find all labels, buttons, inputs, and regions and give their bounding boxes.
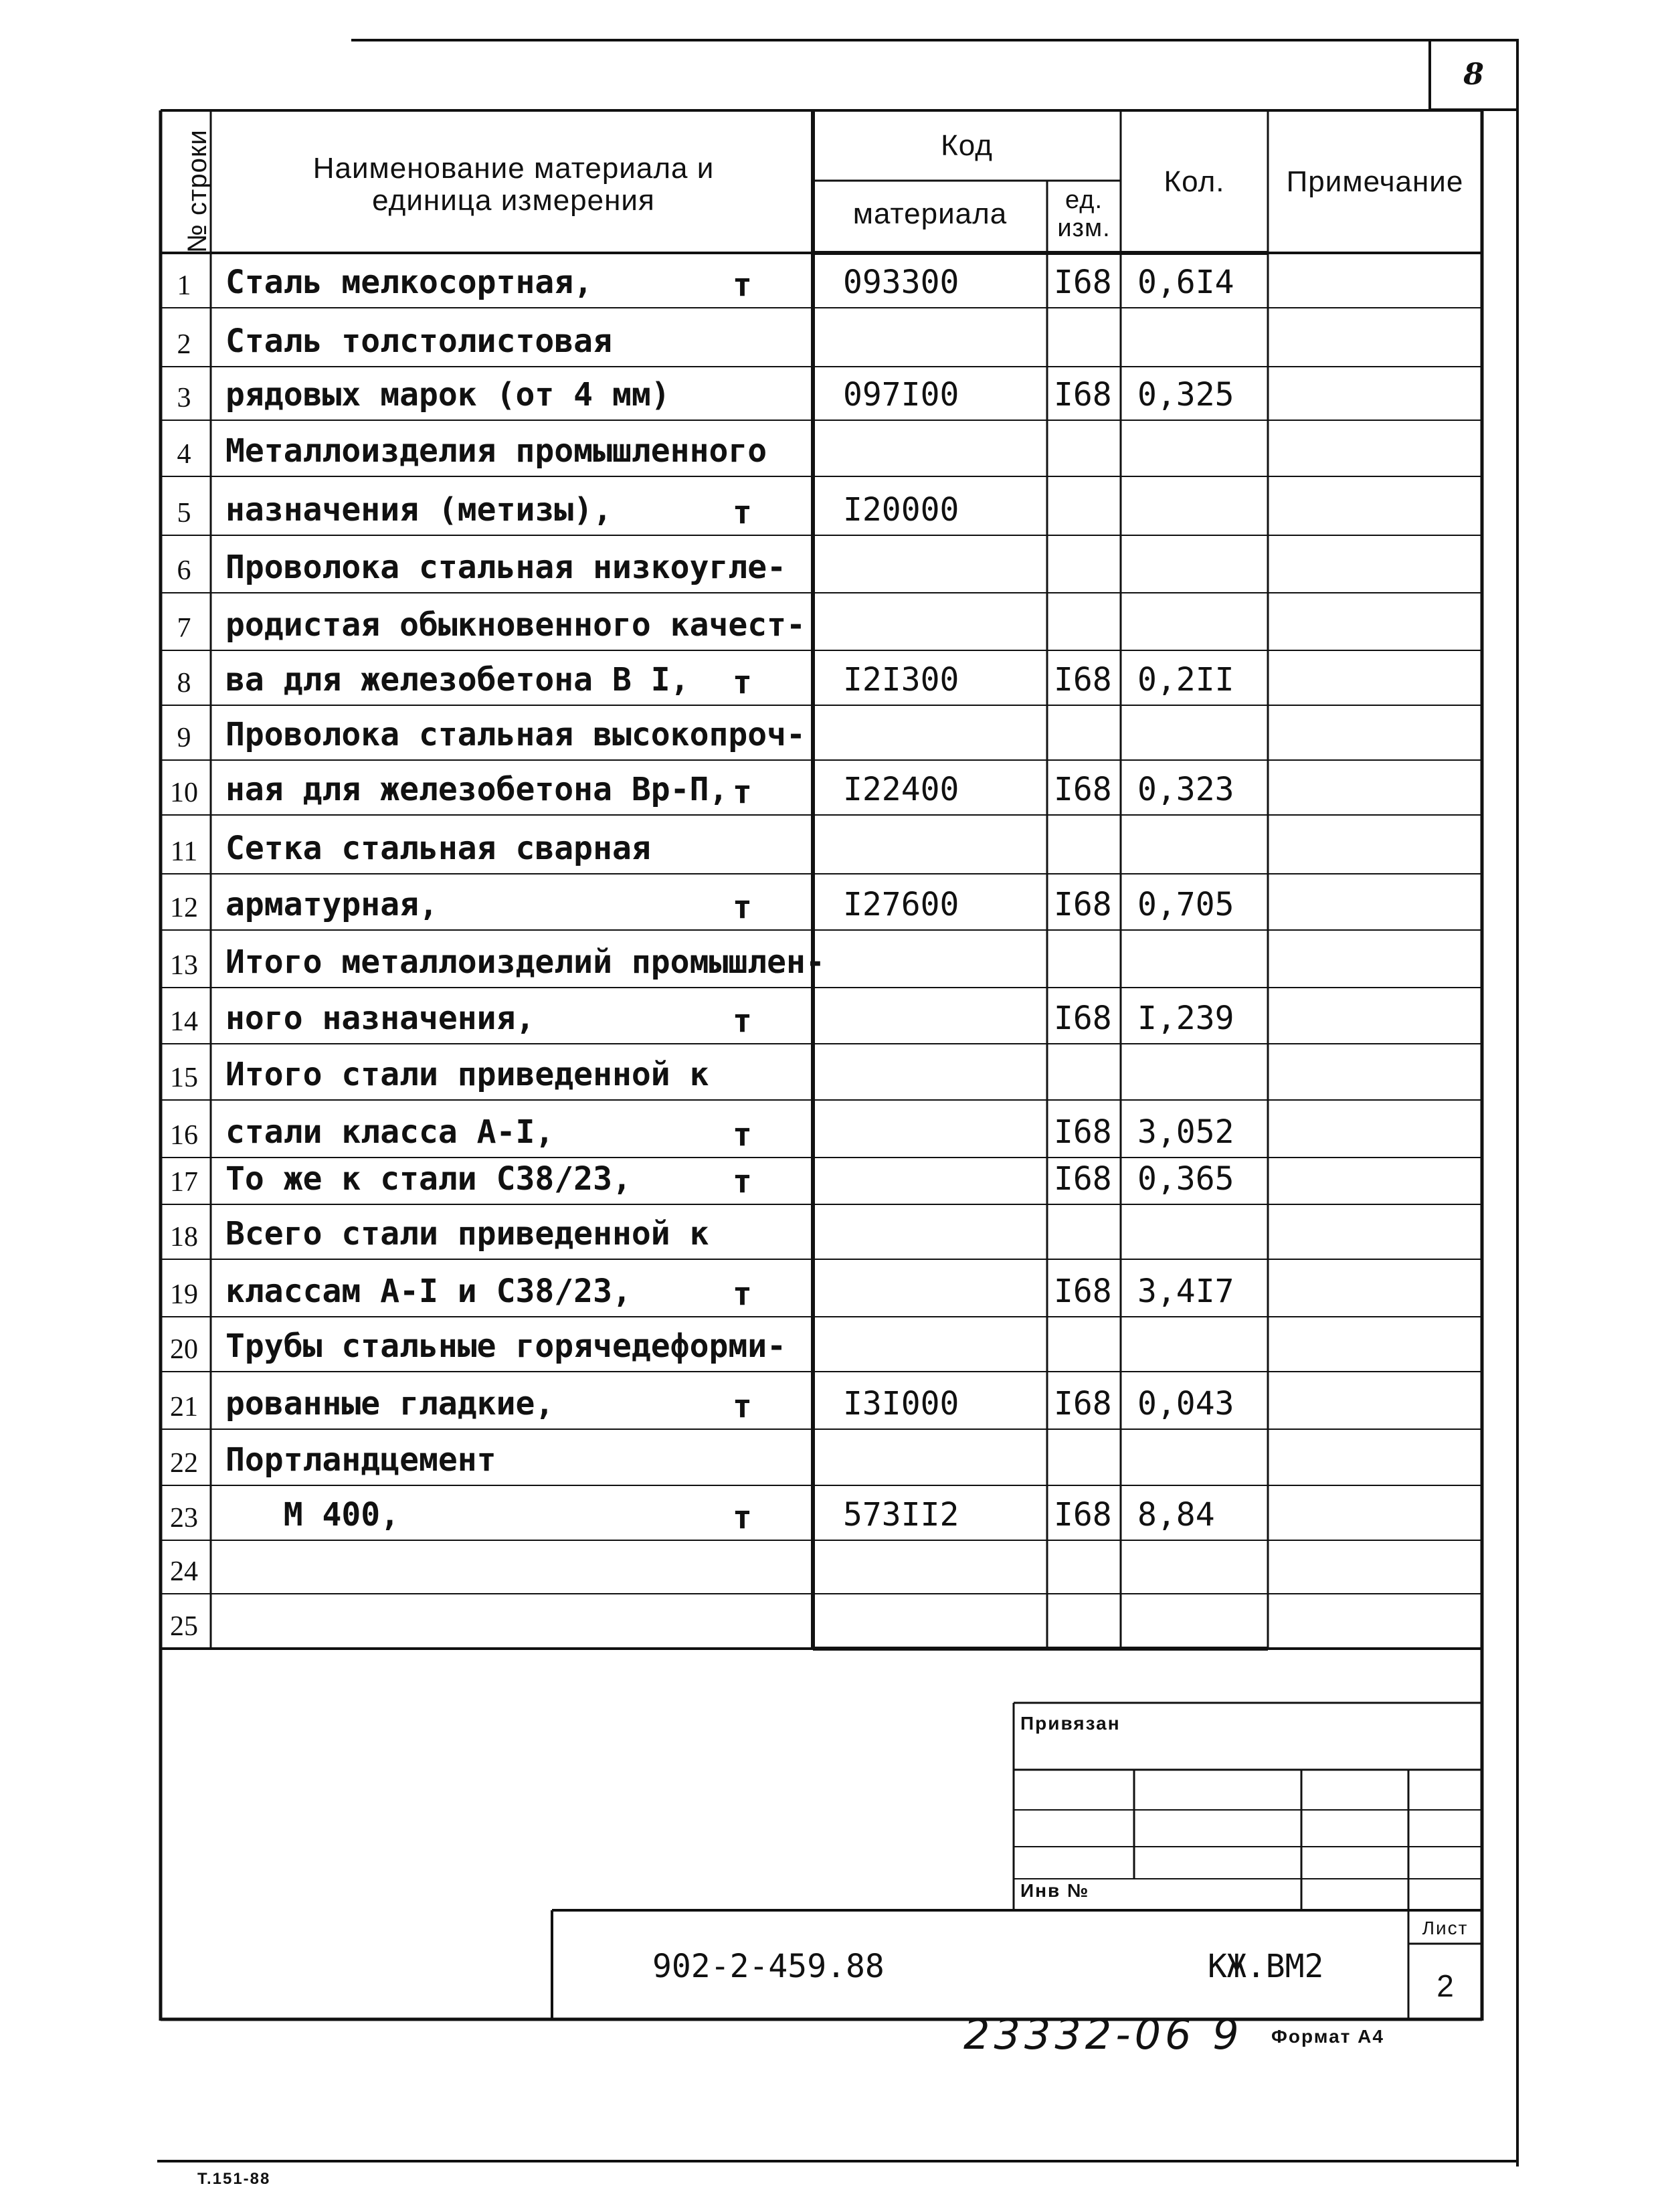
header-code: Код [941, 129, 993, 162]
header-name-line1: Наименование материала и [312, 152, 715, 185]
row-material-code: 093300 [843, 264, 959, 301]
row-material-code: I22400 [843, 771, 959, 808]
row-material-name: ва для железобетона В I, [225, 661, 690, 699]
row-material-code: 097I00 [843, 376, 959, 413]
row-unit: т [733, 773, 752, 811]
stamp-list-value: 2 [1437, 1968, 1454, 2003]
row-number: 23 [170, 1503, 198, 1534]
row-material-name: Итого металлоизделий промышлен- [225, 943, 825, 981]
row-quantity: 3,4I7 [1137, 1273, 1234, 1310]
format-label: Формат А4 [1271, 2026, 1384, 2047]
row-material-name: стали класса А-I, [225, 1113, 555, 1151]
row-unit: т [733, 889, 752, 926]
row-number: 10 [170, 777, 198, 808]
row-material-code: I20000 [843, 491, 959, 529]
sheet-number: 8 [1463, 58, 1484, 92]
row-unit: т [733, 266, 752, 304]
row-number: 15 [170, 1063, 198, 1093]
row-quantity: 0,365 [1137, 1160, 1234, 1198]
row-unit-code: I68 [1054, 1273, 1112, 1310]
row-number: 4 [177, 439, 191, 470]
row-material-code: I27600 [843, 886, 959, 923]
row-material-name: рядовых марок (от 4 мм) [225, 376, 670, 413]
stamp-doc-code: КЖ.ВМ2 [1208, 1948, 1324, 1985]
row-material-name: То же к стали С38/23, [225, 1160, 632, 1198]
row-material-name: Итого стали приведенной к [225, 1056, 709, 1093]
row-quantity: 8,84 [1137, 1496, 1215, 1534]
row-material-name: назначения (метизы), [225, 491, 612, 529]
row-material-name: Проволока стальная низкоугле- [225, 549, 787, 586]
row-material-name: М 400, [225, 1496, 400, 1534]
row-unit-code: I68 [1054, 771, 1112, 808]
header-qty: Кол. [1164, 165, 1225, 198]
row-number: 14 [170, 1006, 198, 1037]
header-row-no: № строки [183, 129, 212, 253]
header-code-unit-2: изм. [1057, 214, 1111, 242]
row-number: 25 [170, 1611, 198, 1642]
row-unit-code: I68 [1054, 376, 1112, 413]
row-unit-code: I68 [1054, 1000, 1112, 1037]
row-material-name: ная для железобетона Вр-П, [225, 771, 729, 808]
row-quantity: 0,043 [1137, 1385, 1234, 1422]
row-unit: т [733, 494, 752, 531]
row-material-name: Портландцемент [225, 1441, 496, 1479]
row-unit-code: I68 [1054, 1113, 1112, 1151]
row-material-name: Всего стали приведенной к [225, 1215, 709, 1253]
row-number: 1 [177, 270, 191, 301]
row-unit: т [733, 1275, 752, 1313]
row-unit: т [733, 1163, 752, 1200]
row-number: 13 [170, 950, 198, 981]
row-number: 11 [170, 836, 198, 867]
row-material-code: I3I000 [843, 1385, 959, 1422]
row-material-name: Сталь мелкосортная, [225, 264, 593, 301]
header-name-line2: единица измерения [372, 184, 655, 217]
row-material-name: Сетка стальная сварная [225, 830, 651, 867]
row-number: 9 [177, 723, 191, 753]
row-quantity: I,239 [1137, 1000, 1234, 1037]
row-unit: т [733, 664, 752, 701]
stamp-privyazan: Привязан [1020, 1713, 1121, 1734]
row-unit-code: I68 [1054, 264, 1112, 301]
row-quantity: 3,052 [1137, 1113, 1234, 1151]
row-number: 6 [177, 555, 191, 586]
stamp-doc-number: 902-2-459.88 [652, 1948, 885, 1985]
row-unit-code: I68 [1054, 661, 1112, 699]
row-quantity: 0,323 [1137, 771, 1234, 808]
row-number: 18 [170, 1222, 198, 1253]
header-code-unit-1: ед. [1064, 186, 1103, 214]
row-unit: т [733, 1388, 752, 1425]
row-material-code: 573II2 [843, 1496, 959, 1534]
row-material-name: ного назначения, [225, 1000, 535, 1037]
row-material-name: рованные гладкие, [225, 1385, 555, 1422]
stamp-list-label: Лист [1422, 1918, 1469, 1938]
row-unit: т [733, 1116, 752, 1154]
row-unit-code: I68 [1054, 886, 1112, 923]
row-material-name: Трубы стальные горячедеформи- [225, 1327, 787, 1365]
row-quantity: 0,6I4 [1137, 264, 1234, 301]
row-unit-code: I68 [1054, 1385, 1112, 1422]
row-quantity: 0,705 [1137, 886, 1234, 923]
row-unit: т [733, 1499, 752, 1536]
handwritten-number: 23332-06 9 [963, 2010, 1243, 2059]
header-note: Примечание [1286, 165, 1464, 198]
row-unit-code: I68 [1054, 1496, 1112, 1534]
header-code-material: материала [852, 197, 1008, 230]
row-number: 17 [170, 1167, 198, 1198]
row-material-name: классам А-I и С38/23, [225, 1273, 632, 1310]
row-quantity: 0,325 [1137, 376, 1234, 413]
row-material-name: Проволока стальная высокопроч- [225, 716, 806, 753]
row-number: 3 [177, 383, 191, 413]
row-number: 2 [177, 329, 191, 360]
row-material-name: арматурная, [225, 886, 438, 923]
form-code: Т.151-88 [197, 2170, 271, 2188]
row-number: 24 [170, 1556, 198, 1587]
row-number: 21 [170, 1392, 198, 1422]
row-number: 5 [177, 498, 191, 529]
row-material-name: Сталь толстолистовая [225, 322, 612, 360]
row-number: 8 [177, 668, 191, 699]
row-material-name: родистая обыкновенного качест- [225, 606, 806, 644]
row-unit: т [733, 1002, 752, 1040]
row-number: 16 [170, 1120, 198, 1151]
row-number: 19 [170, 1279, 198, 1310]
stamp-inv-no: Инв № [1020, 1880, 1090, 1901]
row-number: 20 [170, 1334, 198, 1365]
row-material-name: Металлоизделия промышленного [225, 432, 767, 470]
row-number: 7 [177, 613, 191, 644]
row-number: 12 [170, 893, 198, 923]
row-number: 22 [170, 1448, 198, 1479]
row-material-code: I2I300 [843, 661, 959, 699]
row-quantity: 0,2II [1137, 661, 1234, 699]
row-unit-code: I68 [1054, 1160, 1112, 1198]
